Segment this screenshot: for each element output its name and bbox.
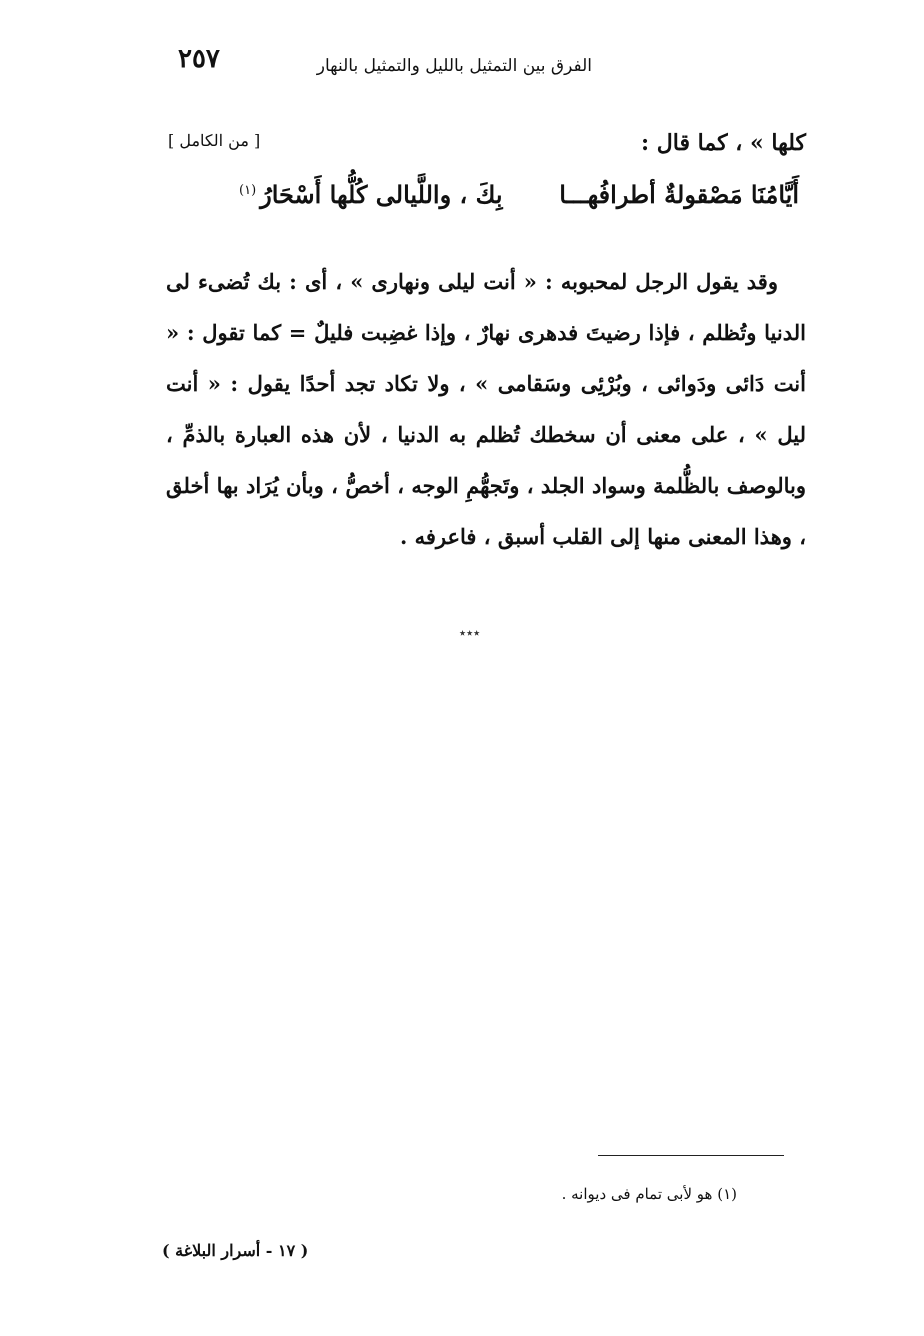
verse-second-hemistich: بِكَ ، واللَّيالى كُلُّها أَسْحَارُ	[260, 180, 503, 209]
meter-label: [ من الكامل ]	[168, 131, 261, 150]
running-title: الفرق بين التمثيل بالليل والتمثيل بالنهار	[316, 56, 592, 76]
signature-mark: ( ١٧ - أسرار البلاغة )	[162, 1241, 309, 1260]
section-separator: ٭٭٭	[459, 626, 481, 641]
footnote-divider	[598, 1155, 784, 1156]
body-text	[166, 256, 806, 562]
footnote: (١) هو لأبى تمام فى ديوانه .	[561, 1185, 737, 1203]
verse-first-hemistich: أَيَّامُنَا مَصْقولةٌ أطرافُهـــا	[559, 180, 799, 209]
verse-second-hemistich-wrap	[239, 180, 503, 209]
intro-line: كلها » ، كما قال :	[641, 130, 806, 156]
page-number: ٢٥٧	[178, 44, 220, 74]
body-paragraph: وقد يقول الرجل لمحبوبه : « أنت ليلى ونهارى » ، أى : بك تُضىء لى الدنيا وتُظلم ، فإذا رضيتَ فدهرى نهارٌ ، وإذا غضِبت فليلٌ = كما تقول : « أنت دَائى ودَوائى ، وبُرْئِى وسَقامى » ، ولا تكاد تجد أحدًا يقول : « أنت ليل » ، على معنى أن سخطك تُظلم به الدنيا ، لأن هذه العبارة بالذمِّ ، وبالوصف بالظُّلمة وسواد الجلد ، وتَجهُّمِ الوجه ، أخصُّ ، وبأن يُرَاد بها أخلق ، وهذا المعنى منها إلى القلب أسبق ، فاعرفه .	[166, 269, 806, 549]
poetry-verse	[239, 180, 799, 220]
footnote-reference: (١)	[239, 183, 257, 198]
